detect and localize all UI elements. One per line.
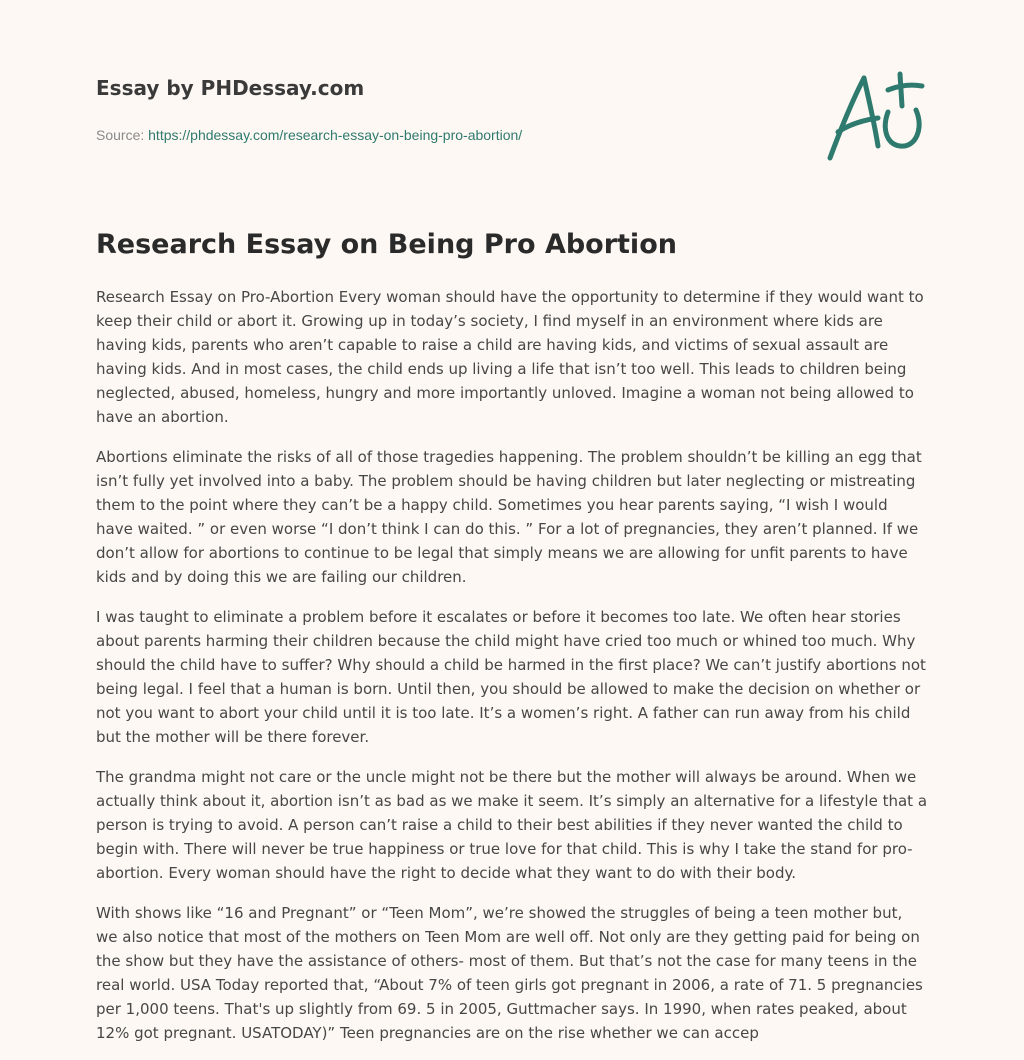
- essay-paragraph: With shows like “16 and Pregnant” or “Teen Mom”, we’re showed the struggles of being a teen mother but, we also notice that most of the mothers on Teen Mom are well off. Not only are they getting paid for being on the show but they have the assistance of others- most of them. But that’s not the case for many teens in the real world. USA Today reported that, “About 7% of teen girls got pregnant in 2006, a rate of 71. 5 pregnancies per 1,000 teens. That's up slightly from 69. 5 in 2005, Guttmacher says. In 1990, when rates peaked, about 12% got pregnant. USATODAY)” Teen pregnancies are on the rise whether we can accep: [96, 904, 923, 1042]
- page-header: [96, 76, 796, 143]
- site-title: Essay by PHDessay.com: [96, 76, 365, 100]
- essay-paragraph: Abortions eliminate the risks of all of those tragedies happening. The problem shouldn’t be killing an egg that isn’t fully yet involved into a baby. The problem should be having children but later neglecting or mistreating them to the point where they can’t be a happy child. Sometimes you hear parents saying, “I wish I would have waited. ” or even worse “I don’t think I can do this. ” For a lot of pregnancies, they aren’t planned. If we don’t allow for abortions to continue to be legal that simply means we are allowing for unfit parents to have kids and by doing this we are failing our children.: [96, 448, 922, 586]
- essay-title: Research Essay on Being Pro Abortion: [96, 229, 677, 260]
- source-line: [96, 127, 796, 143]
- source-label: Source:: [96, 127, 145, 143]
- essay-paragraph: The grandma might not care or the uncle might not be there but the mother will always be around. When we actually think about it, abortion isn’t as bad as we make it seem. It’s simply an alternative for a lifestyle that a person is trying to avoid. A person can’t raise a child to their best abilities if they never wanted the child to begin with. There will never be true happiness or true love for that child. This is why I take the stand for pro-abortion. Every woman should have the right to decide what they want to do with their body.: [96, 768, 928, 882]
- essay-paragraph: I was taught to eliminate a problem before it escalates or before it becomes too late. We often hear stories about parents harming their children because the child might have cried too much or whined too much. Why should the child have to suffer? Why should a child be harmed in the first place? We can’t justify abortions not being legal. I feel that a human is born. Until then, you should be allowed to make the decision on whether or not you want to abort your child until it is too late. It’s a women’s right. A father can run away from his child but the mother will be there forever.: [96, 608, 926, 746]
- source-link[interactable]: https://phdessay.com/research-essay-on-being-pro-abortion/: [148, 127, 523, 143]
- a-plus-logo-icon: [820, 66, 930, 166]
- essay-paragraph: Research Essay on Pro-Abortion Every woman should have the opportunity to determine if they would want to keep their child or abort it. Growing up in today’s society, I find myself in an environment where kids are having kids, parents who aren’t capable to raise a child are having kids, and victims of sexual assault are having kids. And in most cases, the child ends up living a life that isn’t too well. This leads to children being neglected, abused, homeless, hungry and more importantly unloved. Imagine a woman not being allowed to have an abortion.: [96, 288, 924, 426]
- essay-body: [96, 285, 928, 1060]
